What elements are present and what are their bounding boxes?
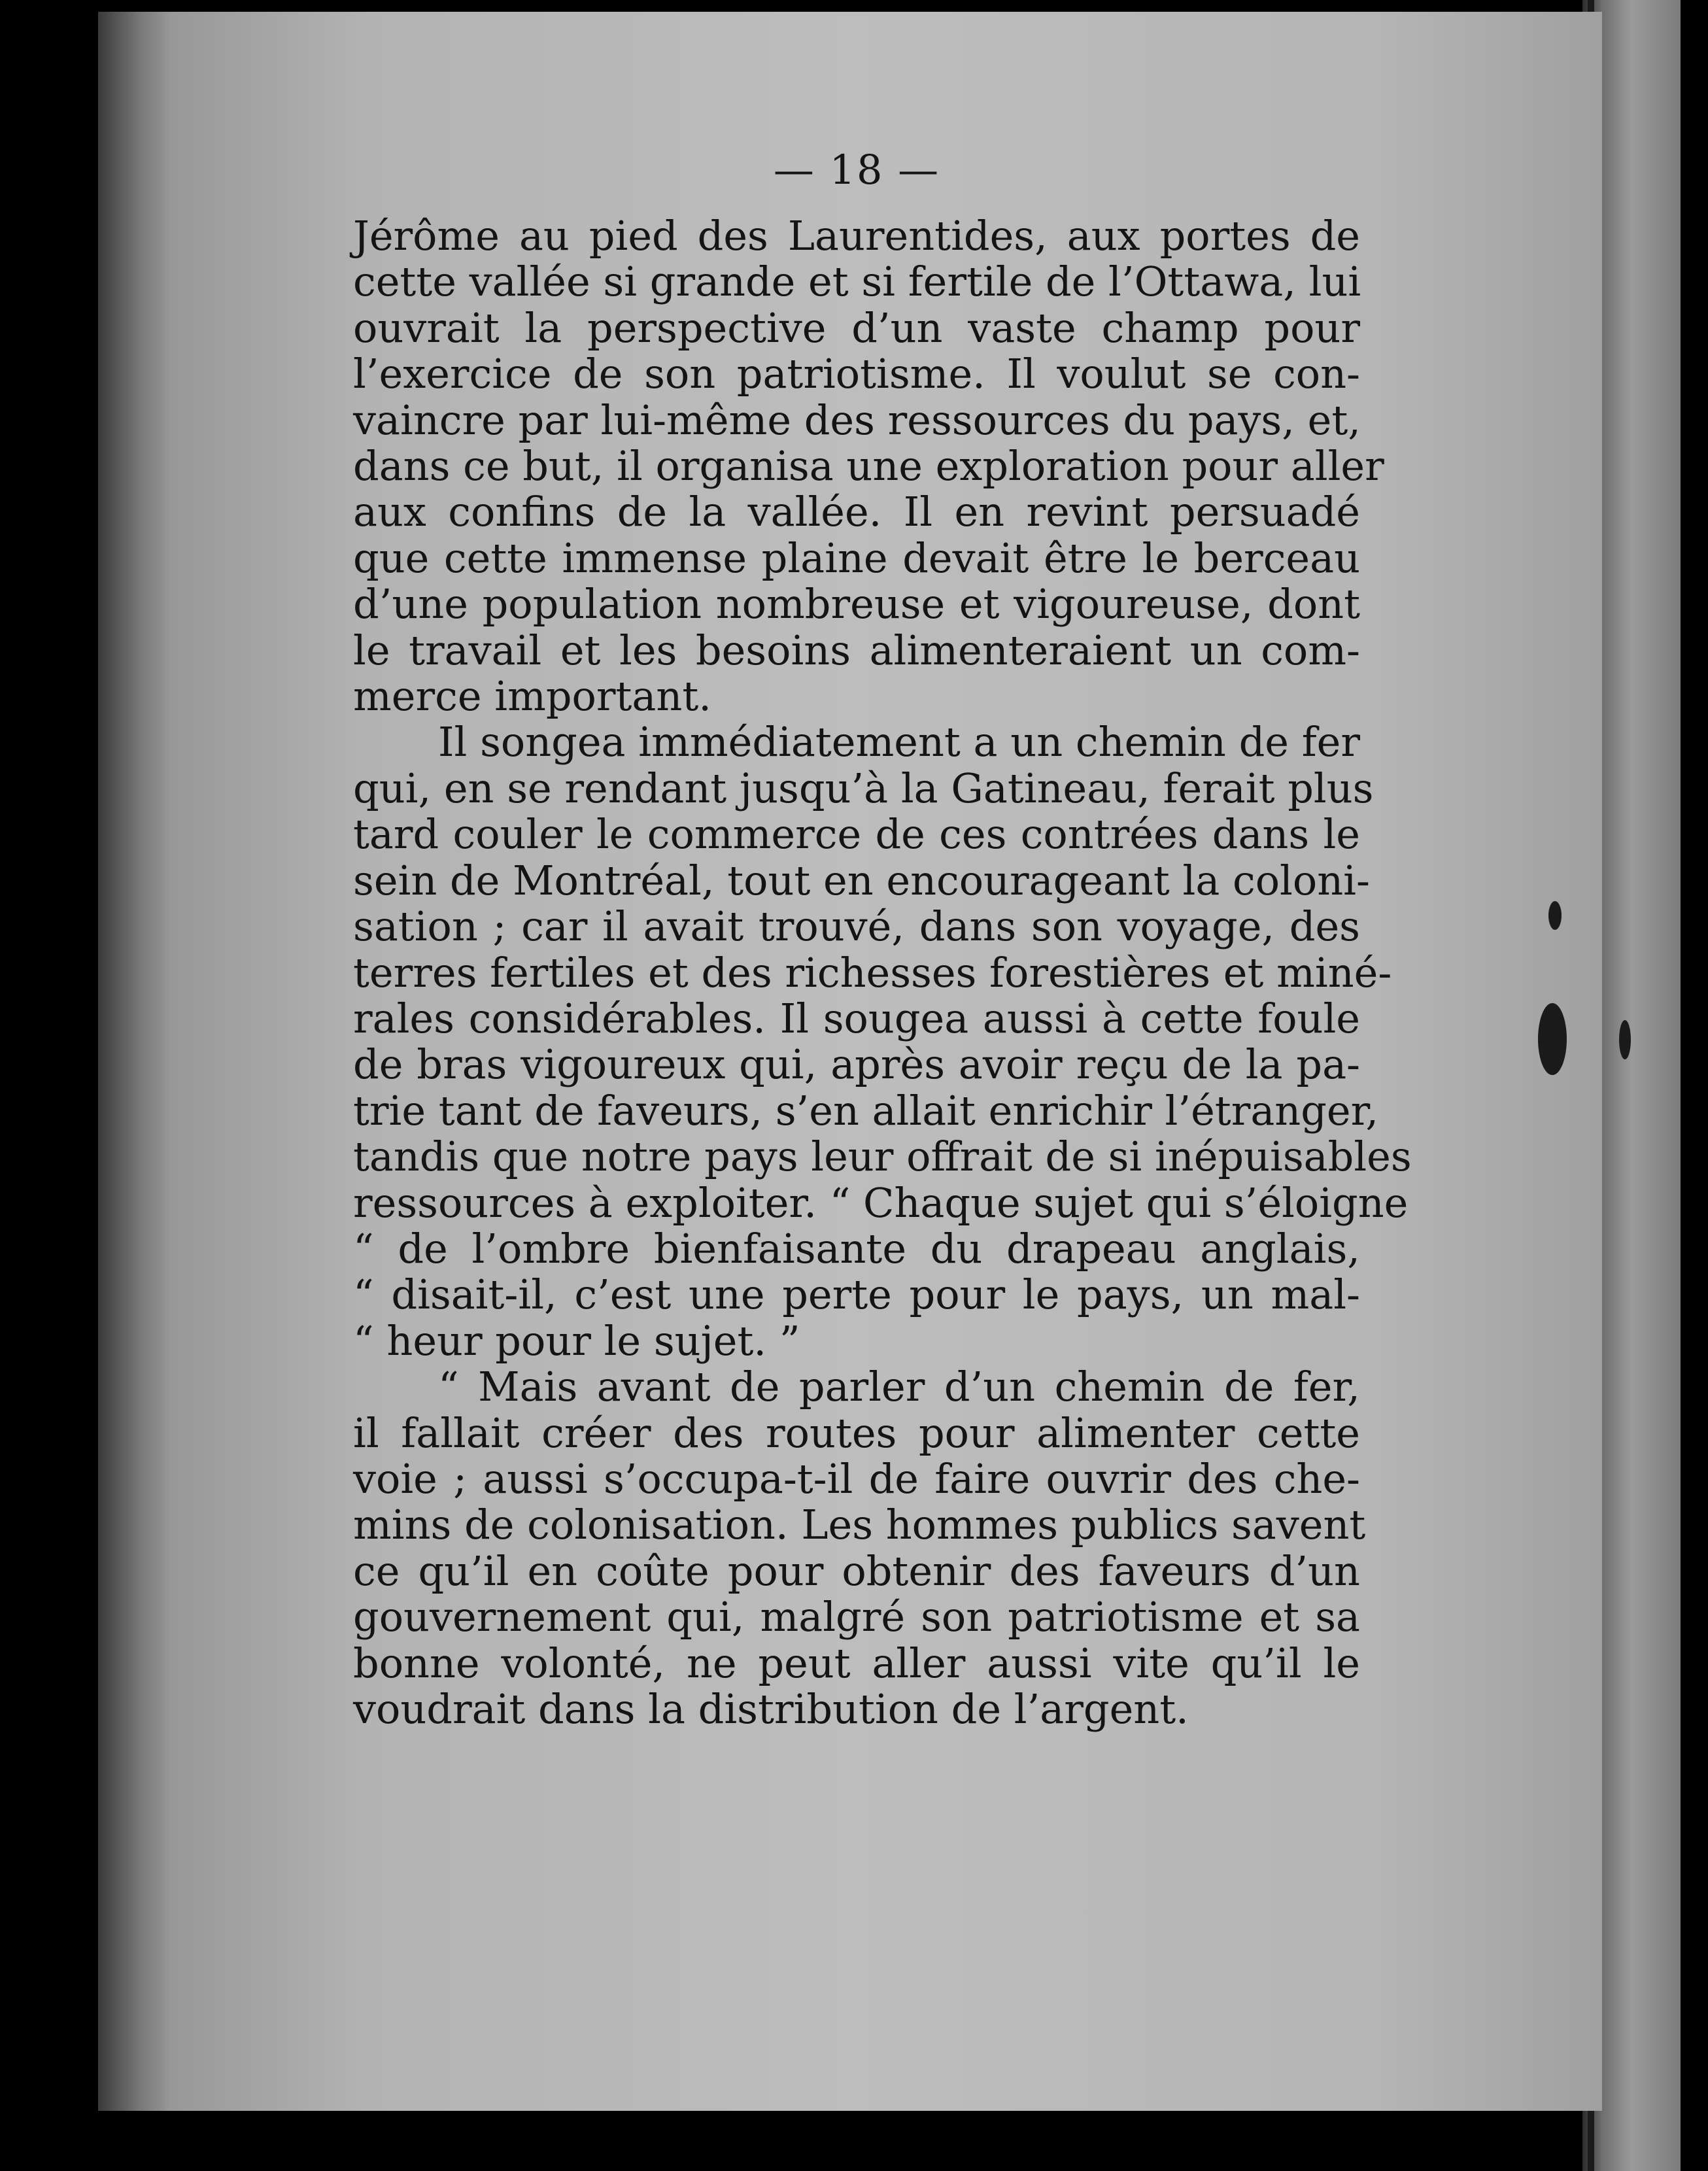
text-line: terres fertiles et des richesses forestières et miné- xyxy=(353,948,1392,997)
text-line: tard couler le commerce de ces contrées dans le xyxy=(353,810,1360,859)
text-line: l’exercice de son patriotisme. Il voulut se con- xyxy=(353,350,1360,398)
text-line: mins de colonisation. Les hommes publics savent xyxy=(353,1501,1366,1549)
text-line: aux confins de la vallée. Il en revint persuadé xyxy=(353,488,1360,536)
text-line: ce qu’il en coûte pour obtenir des faveurs d’un xyxy=(353,1547,1360,1595)
text-line: trie tant de faveurs, s’en allait enrichir l’étranger, xyxy=(353,1086,1379,1135)
binding-hole-upper xyxy=(1548,901,1562,930)
text-line: “ Mais avant de parler d’un chemin de fer, xyxy=(438,1363,1360,1411)
text-line: sein de Montréal, tout en encourageant la coloni- xyxy=(353,856,1370,904)
text-line: qui, en se rendant jusqu’à la Gatineau, ferait plus xyxy=(353,764,1374,812)
page-text xyxy=(353,144,1412,1733)
page-left-shadow xyxy=(98,12,170,2111)
page-number: — 18 — xyxy=(773,146,940,194)
text-line: Il songea immédiatement a un chemin de fer xyxy=(438,718,1360,766)
text-line: rales considérables. Il sougea aussi à cette foule xyxy=(353,994,1360,1042)
text-line: tandis que notre pays leur offrait de si inépuisables xyxy=(353,1133,1412,1181)
text-line: “ heur pour le sujet. ” xyxy=(353,1316,800,1365)
text-line: vaincre par lui-même des ressources du pays, et, xyxy=(353,396,1361,444)
text-line: voie ; aussi s’occupa-t-il de faire ouvrir des che- xyxy=(353,1454,1360,1503)
binding-hole-lower xyxy=(1538,1003,1567,1075)
paragraphs xyxy=(353,212,1412,1733)
text-line: sation ; car il avait trouvé, dans son voyage, des xyxy=(353,902,1360,951)
text-line: cette vallée si grande et si fertile de l’Ottawa, lui xyxy=(353,258,1361,306)
text-line: il fallait créer des routes pour alimenter cette xyxy=(353,1409,1360,1457)
scan-border-right xyxy=(1681,0,1708,2171)
text-line: Jérôme au pied des Laurentides, aux portes de xyxy=(353,212,1360,260)
binding-hole-lower-right xyxy=(1619,1020,1631,1059)
text-line: ressources à exploiter. “ Chaque sujet qui s’éloigne xyxy=(353,1178,1409,1227)
text-line: d’une population nombreuse et vigoureuse, dont xyxy=(353,580,1360,628)
paragraph xyxy=(353,1363,1366,1733)
text-line: ouvrait la perspective d’un vaste champ pour xyxy=(353,303,1360,352)
text-line: “ disait-il, c’est une perte pour le pays, un mal- xyxy=(353,1271,1360,1319)
text-line: merce important. xyxy=(353,672,711,721)
paragraph xyxy=(353,718,1412,1365)
text-line: dans ce but, il organisa une exploration pour aller xyxy=(353,442,1384,490)
text-line: le travail et les besoins alimenteraient un com- xyxy=(353,626,1360,674)
text-line: gouvernement qui, malgré son patriotisme et sa xyxy=(353,1593,1360,1641)
text-line: que cette immense plaine devait être le berceau xyxy=(353,534,1360,582)
text-line: “ de l’ombre bienfaisante du drapeau anglais, xyxy=(353,1224,1360,1273)
text-line: de bras vigoureux qui, après avoir reçu de la pa- xyxy=(353,1040,1360,1089)
text-line: bonne volonté, ne peut aller aussi vite qu’il le xyxy=(353,1639,1360,1687)
text-line: voudrait dans la distribution de l’argent. xyxy=(353,1685,1189,1733)
paragraph xyxy=(353,212,1384,721)
